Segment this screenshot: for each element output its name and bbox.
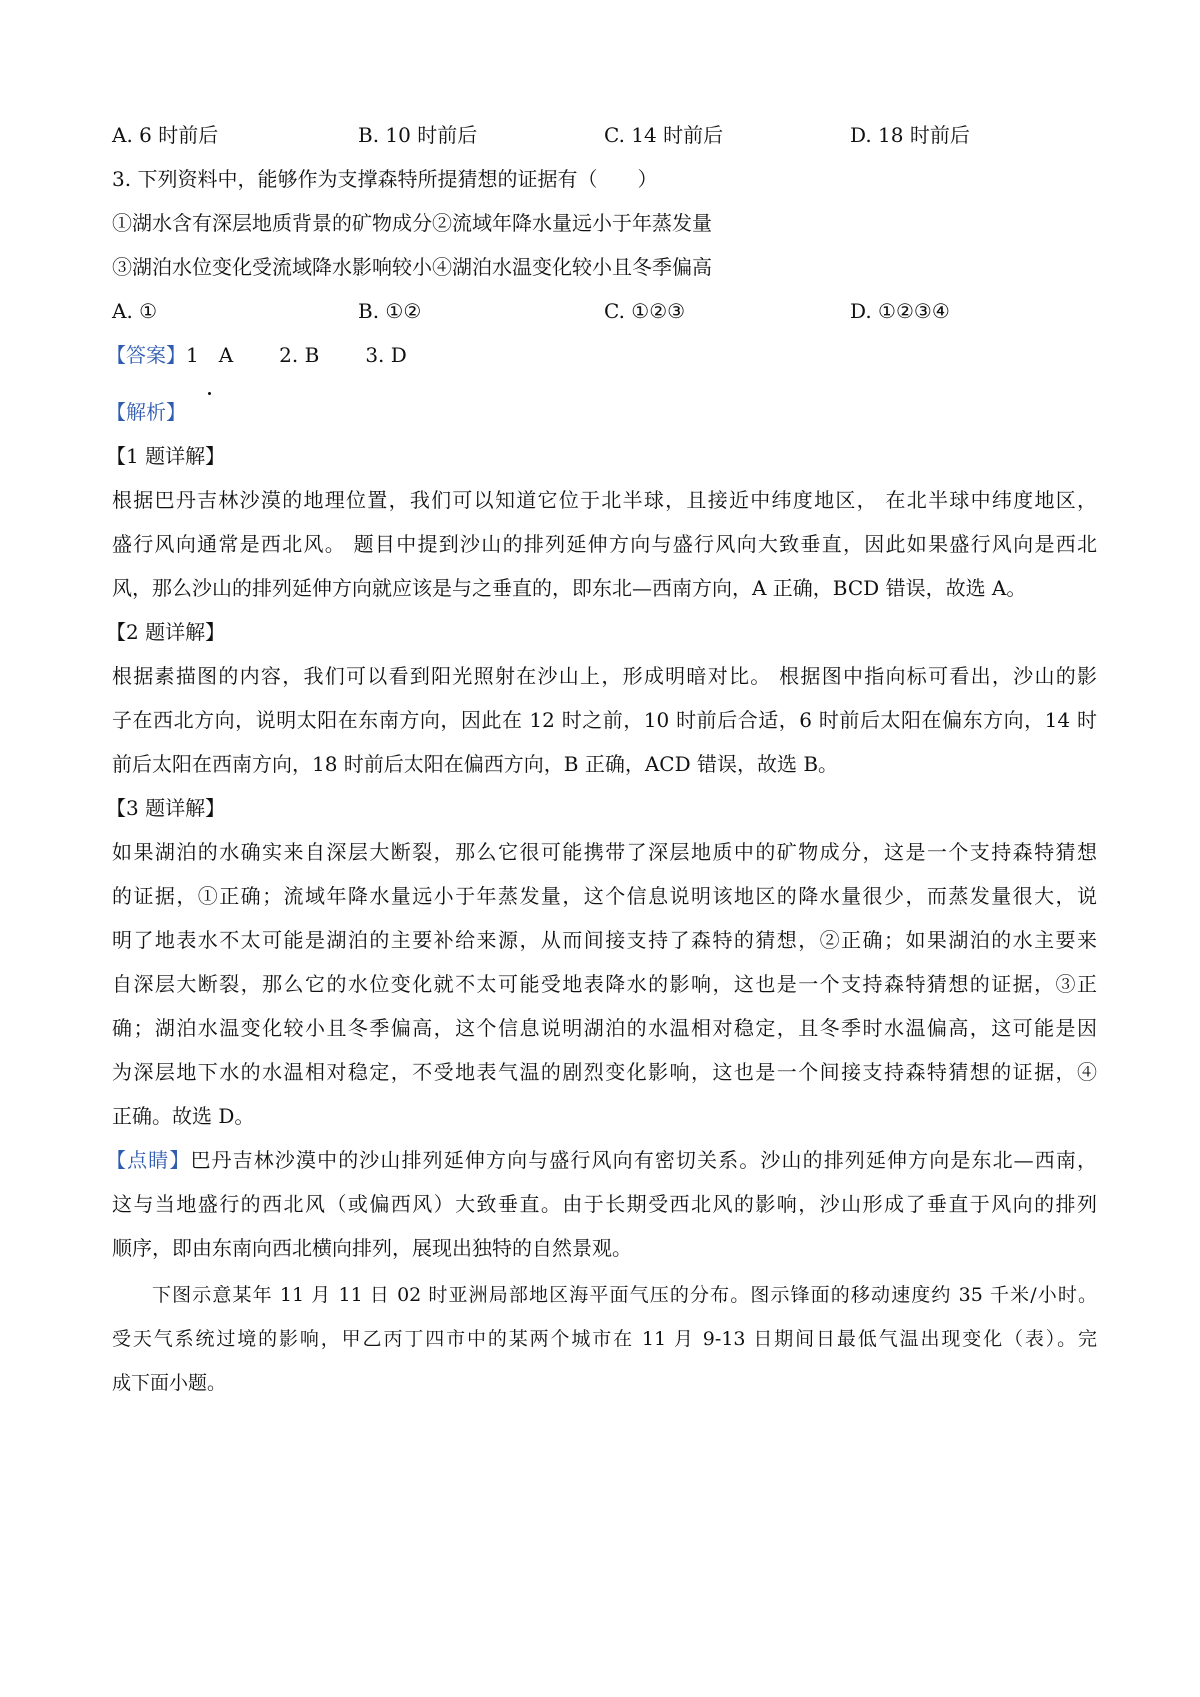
q2-option-d: D. 18 时前后 — [850, 123, 970, 147]
answer-label: 【答案】 — [106, 343, 186, 367]
point-first-text: 巴丹吉林沙漠中的沙山排列延伸方向与盛行风向有密切关系。沙山的排列延伸方向是东北—西南， — [190, 1148, 1098, 1172]
point-line-3: 顺序，即由东南向西北横向排列，展现出独特的自然景观。 — [112, 1236, 632, 1260]
point-first-line — [106, 1145, 1097, 1175]
q3-option-d: D. ①②③④ — [850, 299, 950, 323]
q3-option-a: A. ① — [112, 299, 158, 323]
detail3-line-6: 为深层地下水的水温相对稳定，不受地表气温的剧烈变化影响，这也是一个间接支持森特猜想的证据，④ — [112, 1060, 1097, 1084]
detail1-line-2: 盛行风向通常是西北风。 题目中提到沙山的排列延伸方向与盛行风向大致垂直，因此如果盛行风向是西北 — [112, 532, 1097, 556]
q3-option-c: C. ①②③ — [604, 299, 686, 323]
detail3-line-2: 的证据，①正确；流域年降水量远小于年蒸发量，这个信息说明该地区的降水量很少，而蒸发量很大，说 — [112, 884, 1097, 908]
detail3-line-7: 正确。故选 D。 — [112, 1104, 255, 1128]
detail3-line-5: 确；湖泊水温变化较小且冬季偏高，这个信息说明湖泊的水温相对稳定，且冬季时水温偏高，这可能是因 — [112, 1016, 1097, 1040]
next-stem-line-1: 下图示意某年 11 月 11 日 02 时亚洲局部地区海平面气压的分布。图示锋面的移动速度约 35 千米/小时。 — [152, 1284, 1097, 1306]
q2-option-c: C. 14 时前后 — [604, 123, 724, 147]
answer-line — [106, 340, 1091, 370]
q3-items-line1: ①湖水含有深层地质背景的矿物成分②流域年降水量远小于年蒸发量 — [112, 211, 712, 235]
detail2-line-3: 前后太阳在西南方向，18 时前后太阳在偏西方向，B 正确，ACD 错误，故选 B。 — [112, 752, 839, 776]
detail1-line-1: 根据巴丹吉林沙漠的地理位置，我们可以知道它位于北半球，且接近中纬度地区， 在北半球中纬度地区， — [112, 488, 1097, 512]
detail3-line-4: 自深层大断裂，那么它的水位变化就不太可能受地表降水的影响，这也是一个支持森特猜想的证据，③正 — [112, 972, 1097, 996]
q3-items-line2: ③湖泊水位变化受流域降水影响较小④湖泊水温变化较小且冬季偏高 — [112, 255, 712, 279]
q2-options — [112, 120, 1097, 150]
detail2-line-2: 子在西北方向，说明太阳在东南方向，因此在 12 时之前，10 时前后合适，6 时前后太阳在偏东方向，14 时 — [112, 708, 1097, 732]
answer-dot-mark — [208, 392, 211, 395]
detail1-heading: 【1 题详解】 — [106, 444, 226, 468]
q3-options — [112, 296, 1097, 326]
detail3-heading: 【3 题详解】 — [106, 796, 226, 820]
detail1-line-3: 风，那么沙山的排列延伸方向就应该是与之垂直的，即东北—西南方向，A 正确，BCD 错误，故选 A。 — [112, 576, 1027, 600]
detail2-line-1: 根据素描图的内容，我们可以看到阳光照射在沙山上，形成明暗对比。 根据图中指向标可看出，沙山的影 — [112, 664, 1097, 688]
answer-item-3: 3. D — [365, 343, 407, 367]
point-line-2: 这与当地盛行的西北风（或偏西风）大致垂直。由于长期受西北风的影响，沙山形成了垂直于风向的排列 — [112, 1192, 1097, 1216]
analysis-label: 【解析】 — [106, 400, 186, 424]
point-label: 【点睛】 — [106, 1148, 191, 1172]
detail3-line-1: 如果湖泊的水确实来自深层大断裂，那么它很可能携带了深层地质中的矿物成分，这是一个支持森特猜想 — [112, 840, 1097, 864]
answer-item-2: 2. B — [279, 343, 320, 367]
next-stem-line-2: 受天气系统过境的影响，甲乙丙丁四市中的某两个城市在 11 月 9-13 日期间日最低气温出现变化（表）。完 — [112, 1328, 1097, 1350]
q3-option-b: B. ①② — [358, 299, 422, 323]
detail2-heading: 【2 题详解】 — [106, 620, 226, 644]
q2-option-b: B. 10 时前后 — [358, 123, 478, 147]
q2-option-a: A. 6 时前后 — [112, 123, 219, 147]
answer-item-1: 1 A — [186, 343, 234, 367]
detail3-line-3: 明了地表水不太可能是湖泊的主要补给来源，从而间接支持了森特的猜想，②正确；如果湖泊的水主要来 — [112, 928, 1097, 952]
q3-stem: 3. 下列资料中，能够作为支撑森特所提猜想的证据有（ ） — [112, 167, 658, 191]
next-stem-line-3: 成下面小题。 — [112, 1372, 227, 1394]
